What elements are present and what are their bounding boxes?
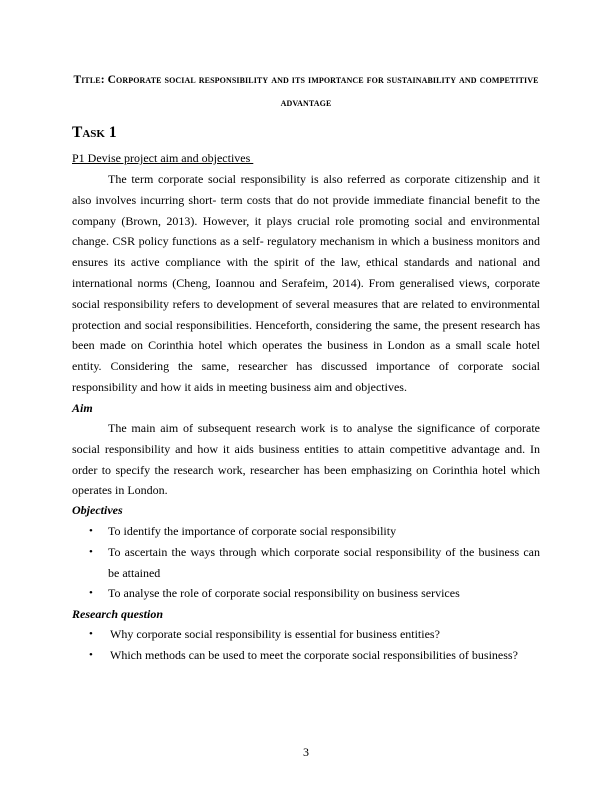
objective-text: To analyse the role of corporate social responsibility on business services xyxy=(108,586,460,601)
document-title: Title: Corporate social responsibility and its importance for sustainability and competitive advantage xyxy=(73,74,539,109)
bullet-icon: • xyxy=(89,545,93,558)
research-question-heading: Research question xyxy=(72,607,164,621)
bullet-icon: • xyxy=(89,525,93,537)
bullet-icon: • xyxy=(89,648,93,661)
aim-paragraph: The main aim of subsequent research work is to analyse the significance of corporate social responsibility and how it aids business entities to attain competitive advantage and. In order to specify the research work, researcher has been emphasizing on Corinthia hotel which operates in London. xyxy=(72,421,540,498)
bullet-icon: • xyxy=(89,587,93,600)
list-item xyxy=(72,624,540,645)
objective-text: To identify the importance of corporate social responsibility xyxy=(108,524,397,538)
objective-text: To ascertain the ways through which corporate social responsibility of the business can be attained xyxy=(108,544,540,580)
research-question-text: Why corporate social responsibility is essential for business entities? xyxy=(110,627,440,641)
section-heading: P1 Devise project aim and objectives xyxy=(72,151,254,165)
objectives-heading: Objectives xyxy=(72,503,123,517)
bullet-icon: • xyxy=(89,628,93,640)
task-heading: Task 1 xyxy=(72,124,117,141)
list-item xyxy=(72,583,540,604)
list-item xyxy=(72,645,540,666)
aim-heading: Aim xyxy=(72,401,93,415)
research-question-text: Which methods can be used to meet the corporate social responsibilities of business? xyxy=(110,647,518,662)
intro-paragraph: The term corporate social responsibility is also referred as corporate citizenship and it also involves incurring short- term costs that do not provide immediate financial benefit to the company (Brown, 2013). However, it plays crucial role promoting social and environmental change. CSR policy functions as a self- regulatory mechanism in which a business monitors and ensures its active compliance with the spirit of the law, ethical standards and national and international norms (Cheng, Ioannou and Serafeim, 2014). From generalised views, corporate social responsibility refers to development of several measures that are related to environmental protection and social responsibilities. Henceforth, considering the same, the present research has been made on Corinthia hotel which operates the business in London as a small scale hotel entity. Considering the same, researcher has discussed importance of corporate social responsibility and how it aids in meeting business aim and objectives. xyxy=(72,172,540,394)
objectives-list xyxy=(72,521,540,604)
page-number: 3 xyxy=(303,745,309,759)
research-question-list xyxy=(72,624,540,666)
list-item xyxy=(72,521,540,542)
list-item xyxy=(72,542,540,584)
